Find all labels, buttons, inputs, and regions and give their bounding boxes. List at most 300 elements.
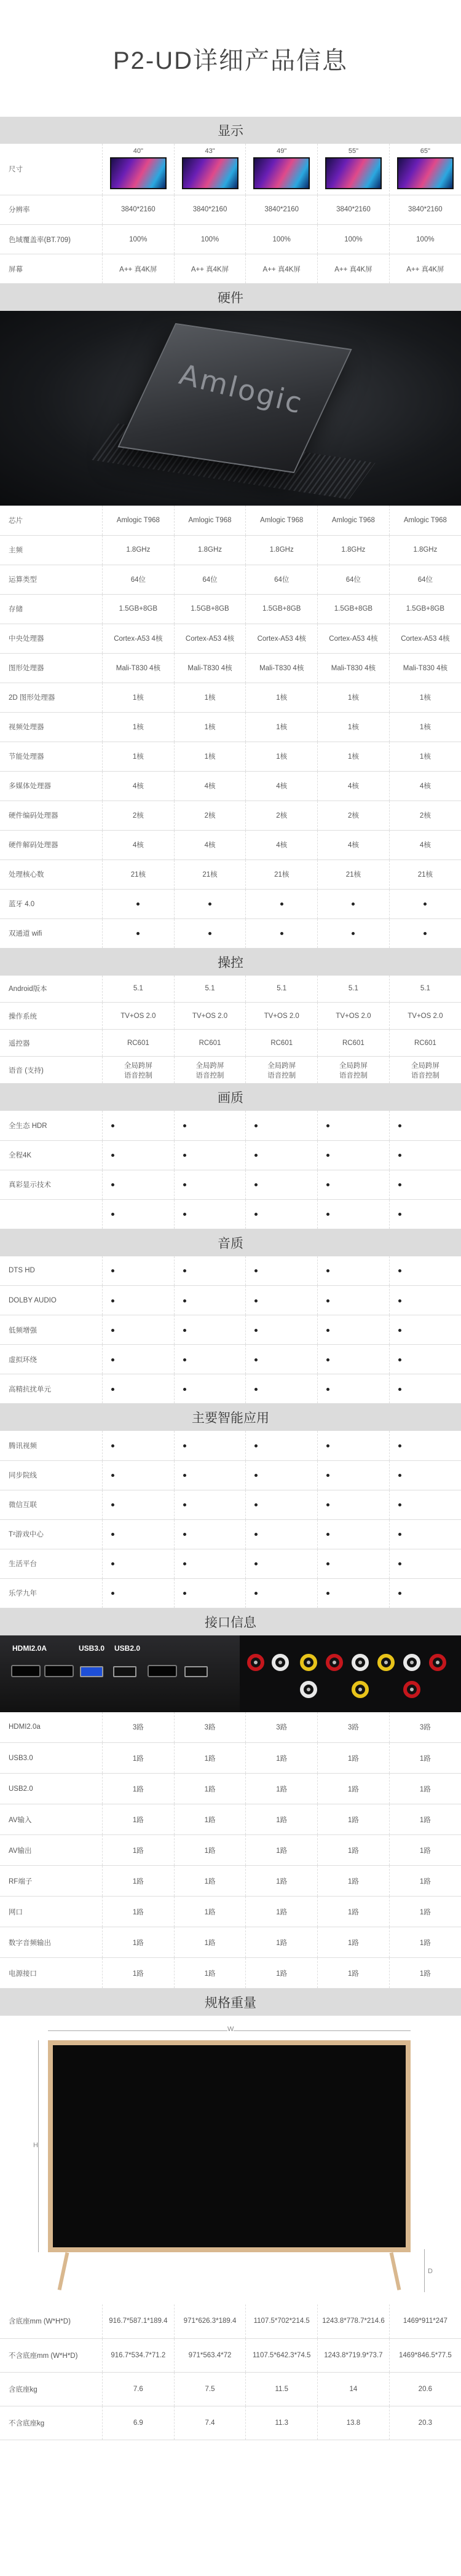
table-cell: 3路 (174, 1712, 246, 1743)
rca-yellow-icon (377, 1654, 395, 1671)
table-cell: Cortex-A53 4核 (246, 624, 318, 653)
row-label: 尺寸 (0, 144, 103, 195)
usb3-port-label: USB3.0 (79, 1643, 105, 1653)
dot-icon (326, 1213, 329, 1216)
row-label: Android版本 (0, 976, 103, 1003)
row-label: 双通道 wifi (0, 918, 103, 948)
row-label: 腾讯视频 (0, 1431, 103, 1460)
dot-icon (398, 1592, 401, 1595)
table-cell: 1469*911*247 (389, 2304, 461, 2338)
table-cell (103, 1431, 175, 1460)
table-cell: Cortex-A53 4核 (103, 624, 175, 653)
table-cell: 64位 (389, 565, 461, 594)
table-cell (174, 1170, 246, 1199)
ethernet-port-icon (184, 1666, 208, 1677)
rca-white-icon (352, 1654, 369, 1671)
dot-icon (398, 1269, 401, 1272)
table-cell: 1路 (103, 1835, 175, 1866)
table-cell (246, 889, 318, 918)
rca-red-icon (247, 1654, 264, 1671)
dot-icon (183, 1154, 186, 1157)
size-label: 43" (205, 147, 215, 155)
display-table (0, 144, 461, 195)
row-label: 含底座mm (W*H*D) (0, 2304, 103, 2338)
table-cell (174, 1519, 246, 1549)
table-cell: Cortex-A53 4核 (389, 624, 461, 653)
dot-icon (183, 1388, 186, 1391)
dot-icon (111, 1388, 114, 1391)
size-cell-43 (174, 144, 246, 195)
table-cell (174, 1199, 246, 1229)
table-cell: Amlogic T968 (389, 506, 461, 535)
dot-icon (111, 1269, 114, 1272)
table-cell (103, 1286, 175, 1315)
table-cell: 64位 (103, 565, 175, 594)
table-cell: 全局跨屏 语音控制 (103, 1057, 175, 1084)
table-cell: 100% (246, 225, 318, 254)
table-cell: Amlogic T968 (246, 506, 318, 535)
table-cell: 1核 (103, 742, 175, 771)
table-cell: 3840*2160 (389, 195, 461, 225)
table-cell: 100% (174, 225, 246, 254)
table-cell: 3路 (246, 1712, 318, 1743)
table-cell: 1路 (246, 1835, 318, 1866)
table-cell (103, 1345, 175, 1374)
table-cell (389, 1490, 461, 1519)
chip-image (0, 311, 461, 506)
table-cell: 全局跨屏 语音控制 (174, 1057, 246, 1084)
table-cell: 4核 (246, 830, 318, 859)
table-cell: 1路 (103, 1804, 175, 1835)
table-cell: Mali-T830 4核 (174, 653, 246, 683)
hardware-table (0, 506, 461, 949)
row-label: 运算类型 (0, 565, 103, 594)
table-cell: 1路 (246, 1897, 318, 1927)
table-cell: 1路 (174, 1774, 246, 1804)
dot-icon (326, 1444, 329, 1447)
hdmi-port-icon (148, 1665, 177, 1677)
table-cell: 3840*2160 (246, 195, 318, 225)
table-row (0, 1431, 461, 1460)
table-cell (246, 1578, 318, 1608)
row-label: 色域覆盖率(BT.709) (0, 225, 103, 254)
table-cell (389, 918, 461, 948)
table-row (0, 1170, 461, 1199)
dot-icon (111, 1533, 114, 1536)
table-cell: 1核 (103, 683, 175, 712)
table-cell: 4核 (174, 830, 246, 859)
table-cell: 2核 (318, 801, 390, 830)
row-label: 高精抗扰单元 (0, 1374, 103, 1404)
table-cell (318, 1490, 390, 1519)
size-cell-65 (389, 144, 461, 195)
table-cell: 3路 (389, 1712, 461, 1743)
table-row (0, 594, 461, 624)
table-cell (246, 1519, 318, 1549)
dot-icon (398, 1124, 401, 1127)
row-label: 同步院线 (0, 1460, 103, 1490)
table-row (0, 1057, 461, 1084)
row-label: 主频 (0, 535, 103, 565)
table-cell (246, 1345, 318, 1374)
table-row (0, 1774, 461, 1804)
table-cell: 21核 (389, 859, 461, 889)
row-label: 多媒体处理器 (0, 771, 103, 801)
table-cell (318, 918, 390, 948)
table-cell: 1路 (318, 1835, 390, 1866)
dot-icon (398, 1329, 401, 1332)
table-cell (246, 1374, 318, 1404)
dot-icon (398, 1299, 401, 1302)
size-label: 55" (348, 147, 358, 155)
table-cell: 11.5 (246, 2372, 318, 2406)
tv-front-drawing (48, 2040, 411, 2252)
table-cell: 100% (318, 225, 390, 254)
control-table (0, 976, 461, 1084)
table-cell: 2核 (174, 801, 246, 830)
section-header-ports: 接口信息 (0, 1608, 461, 1635)
table-cell (318, 1549, 390, 1578)
table-cell: 20.6 (389, 2372, 461, 2406)
table-cell (246, 1431, 318, 1460)
table-cell: 1核 (389, 742, 461, 771)
table-cell (389, 1256, 461, 1286)
rca-yellow-icon (300, 1654, 317, 1671)
table-cell: 14 (318, 2372, 390, 2406)
dot-icon (254, 1503, 258, 1506)
table-cell: 7.6 (103, 2372, 175, 2406)
chip-label: Amlogic (176, 357, 307, 421)
table-row (0, 830, 461, 859)
table-cell: 21核 (318, 859, 390, 889)
row-label: DTS HD (0, 1256, 103, 1286)
table-cell: 1469*846.5*77.5 (389, 2338, 461, 2372)
table-cell: 1路 (174, 1866, 246, 1897)
table-cell: 4核 (389, 771, 461, 801)
dot-icon (352, 932, 355, 935)
table-cell: 1路 (103, 1927, 175, 1958)
table-cell: 7.4 (174, 2406, 246, 2440)
table-cell: 1.5GB+8GB (103, 594, 175, 624)
dot-icon (398, 1533, 401, 1536)
table-row (0, 1927, 461, 1958)
row-label: 遥控器 (0, 1030, 103, 1057)
table-cell: 1路 (103, 1958, 175, 1989)
size-cell-49 (246, 144, 318, 195)
table-cell: 5.1 (389, 976, 461, 1003)
table-cell: RC601 (103, 1030, 175, 1057)
row-label: 生活平台 (0, 1549, 103, 1578)
dot-icon (136, 902, 140, 906)
dot-icon (254, 1183, 258, 1186)
table-cell: 1路 (389, 1835, 461, 1866)
rca-red-icon (403, 1681, 420, 1698)
table-cell: 1核 (174, 683, 246, 712)
depth-label: D (428, 2268, 433, 2275)
table-cell (103, 1549, 175, 1578)
dot-icon (326, 1533, 329, 1536)
table-row (0, 742, 461, 771)
dot-icon (111, 1154, 114, 1157)
row-label: 微信互联 (0, 1490, 103, 1519)
table-cell (246, 1111, 318, 1140)
table-cell: 971*563.4*72 (174, 2338, 246, 2372)
table-row (0, 1140, 461, 1170)
table-cell: 1路 (318, 1774, 390, 1804)
table-cell (174, 1374, 246, 1404)
table-cell (318, 1256, 390, 1286)
row-label: 芯片 (0, 506, 103, 535)
table-row (0, 1549, 461, 1578)
table-cell: 1路 (174, 1897, 246, 1927)
row-label: 图形处理器 (0, 653, 103, 683)
table-cell: 100% (389, 225, 461, 254)
table-row (0, 859, 461, 889)
table-row (0, 624, 461, 653)
dot-icon (111, 1592, 114, 1595)
dot-icon (111, 1358, 114, 1361)
table-cell (318, 1315, 390, 1345)
dot-icon (398, 1358, 401, 1361)
dot-icon (254, 1154, 258, 1157)
dot-icon (254, 1444, 258, 1447)
table-cell (318, 1286, 390, 1315)
table-row (0, 771, 461, 801)
row-label: 虚拟环绕 (0, 1345, 103, 1374)
table-row (0, 1374, 461, 1404)
dot-icon (183, 1124, 186, 1127)
table-row (0, 2372, 461, 2406)
table-cell: 1路 (103, 1774, 175, 1804)
dot-icon (326, 1388, 329, 1391)
table-row (0, 506, 461, 535)
table-cell (389, 1549, 461, 1578)
table-cell: 20.3 (389, 2406, 461, 2440)
row-label: 不含底座kg (0, 2406, 103, 2440)
dot-icon (280, 902, 283, 906)
dimension-diagram (0, 2016, 461, 2304)
row-label: 2D 图形处理器 (0, 683, 103, 712)
dot-icon (183, 1329, 186, 1332)
dot-icon (326, 1358, 329, 1361)
table-cell: 1核 (174, 712, 246, 742)
table-cell: 6.9 (103, 2406, 175, 2440)
table-row (0, 1897, 461, 1927)
rca-white-icon (300, 1681, 317, 1698)
table-cell (174, 1460, 246, 1490)
dot-icon (183, 1213, 186, 1216)
page-title: P2-UD详细产品信息 (112, 47, 349, 74)
tv-thumbnail (110, 157, 167, 189)
dot-icon (254, 1474, 258, 1477)
table-cell (103, 1199, 175, 1229)
row-label: 节能处理器 (0, 742, 103, 771)
table-cell: 1.5GB+8GB (246, 594, 318, 624)
table-cell: 1107.5*642.3*74.5 (246, 2338, 318, 2372)
dot-icon (398, 1474, 401, 1477)
dot-icon (326, 1503, 329, 1506)
dot-icon (183, 1299, 186, 1302)
table-cell: 1路 (318, 1958, 390, 1989)
table-cell (246, 1140, 318, 1170)
row-label: USB2.0 (0, 1774, 103, 1804)
table-cell: 1243.8*778.7*214.6 (318, 2304, 390, 2338)
dot-icon (254, 1329, 258, 1332)
row-label: 硬件解码处理器 (0, 830, 103, 859)
display-table-rows (0, 195, 461, 284)
row-label: 含底座kg (0, 2372, 103, 2406)
tv-thumbnail (253, 157, 310, 189)
dot-icon (352, 902, 355, 906)
dot-icon (398, 1183, 401, 1186)
dot-icon (398, 1213, 401, 1216)
table-row (0, 2304, 461, 2338)
row-label: HDMI2.0a (0, 1712, 103, 1743)
size-weight-table (0, 2304, 461, 2440)
table-cell: A++ 真4K屏 (103, 254, 175, 284)
tv-thumbnail (397, 157, 454, 189)
table-cell: 1核 (318, 712, 390, 742)
table-cell: 1路 (389, 1774, 461, 1804)
table-cell: 1核 (103, 712, 175, 742)
section-header-size-weight: 规格重量 (0, 1989, 461, 2016)
table-cell: 1路 (246, 1774, 318, 1804)
row-label: 操作系统 (0, 1003, 103, 1030)
table-cell: 1核 (174, 742, 246, 771)
table-cell (318, 1170, 390, 1199)
table-cell: 1路 (174, 1958, 246, 1989)
table-cell: RC601 (389, 1030, 461, 1057)
table-row (0, 653, 461, 683)
dot-icon (183, 1474, 186, 1477)
row-label: 低频增强 (0, 1315, 103, 1345)
table-cell: Mali-T830 4核 (389, 653, 461, 683)
dot-icon (111, 1213, 114, 1216)
table-row (0, 1743, 461, 1774)
table-row (0, 1460, 461, 1490)
table-cell (103, 1111, 175, 1140)
table-cell: 1路 (389, 1927, 461, 1958)
table-row (0, 1712, 461, 1743)
table-cell: 1路 (318, 1897, 390, 1927)
table-cell (318, 1140, 390, 1170)
table-cell: A++ 真4K屏 (389, 254, 461, 284)
table-cell (318, 1460, 390, 1490)
table-cell (174, 1256, 246, 1286)
table-cell: 64位 (174, 565, 246, 594)
table-cell: 916.7*534.7*71.2 (103, 2338, 175, 2372)
table-cell (174, 1140, 246, 1170)
row-label: 乐学九年 (0, 1578, 103, 1608)
table-cell (318, 889, 390, 918)
table-cell: 1核 (246, 683, 318, 712)
dot-icon (208, 902, 211, 906)
table-cell (174, 918, 246, 948)
ports-image (0, 1635, 461, 1712)
tv-leg-left (58, 2252, 69, 2290)
row-label: 视频处理器 (0, 712, 103, 742)
table-cell: 4核 (174, 771, 246, 801)
dot-icon (183, 1358, 186, 1361)
table-cell (103, 1578, 175, 1608)
table-cell: 5.1 (318, 976, 390, 1003)
table-cell (174, 1549, 246, 1578)
table-cell: 3840*2160 (318, 195, 390, 225)
table-cell (174, 1490, 246, 1519)
table-row (0, 1958, 461, 1989)
row-label: DOLBY AUDIO (0, 1286, 103, 1315)
section-header-quality: 画质 (0, 1084, 461, 1111)
table-cell: TV+OS 2.0 (174, 1003, 246, 1030)
table-cell: 916.7*587.1*189.4 (103, 2304, 175, 2338)
table-cell: 971*626.3*189.4 (174, 2304, 246, 2338)
row-label (0, 1199, 103, 1229)
table-cell (246, 1549, 318, 1578)
dot-icon (111, 1474, 114, 1477)
table-cell: 3路 (318, 1712, 390, 1743)
table-cell (246, 1490, 318, 1519)
table-row (0, 1003, 461, 1030)
table-cell: TV+OS 2.0 (318, 1003, 390, 1030)
table-cell: 3840*2160 (103, 195, 175, 225)
table-cell: 1路 (246, 1743, 318, 1774)
tv-leg-right (390, 2252, 401, 2290)
dot-icon (280, 932, 283, 935)
row-label: 语音 (支持) (0, 1057, 103, 1084)
table-cell (246, 1256, 318, 1286)
table-cell: RC601 (174, 1030, 246, 1057)
table-cell: 1核 (389, 712, 461, 742)
table-cell (389, 1111, 461, 1140)
hdmi-port-label: HDMI2.0A (12, 1643, 47, 1653)
table-row (0, 1286, 461, 1315)
table-cell (318, 1374, 390, 1404)
section-header-apps: 主要智能应用 (0, 1404, 461, 1431)
dot-icon (254, 1388, 258, 1391)
table-cell: 1路 (103, 1866, 175, 1897)
dot-icon (326, 1299, 329, 1302)
usb2-port-icon (113, 1666, 136, 1677)
table-cell (318, 1519, 390, 1549)
section-header-display: 显示 (0, 117, 461, 144)
row-label: RF端子 (0, 1866, 103, 1897)
table-cell: 2核 (103, 801, 175, 830)
dot-icon (183, 1444, 186, 1447)
table-cell (246, 1460, 318, 1490)
dot-icon (424, 902, 427, 906)
row-label: 全程4K (0, 1140, 103, 1170)
dot-icon (183, 1533, 186, 1536)
dot-icon (254, 1299, 258, 1302)
dot-icon (254, 1213, 258, 1216)
dot-icon (183, 1269, 186, 1272)
table-cell: RC601 (246, 1030, 318, 1057)
table-cell: 2核 (389, 801, 461, 830)
table-cell: TV+OS 2.0 (246, 1003, 318, 1030)
dot-icon (254, 1592, 258, 1595)
table-row (0, 976, 461, 1003)
table-cell: 全局跨屏 语音控制 (246, 1057, 318, 1084)
row-label: 处理核心数 (0, 859, 103, 889)
table-cell: 1.5GB+8GB (174, 594, 246, 624)
table-cell (174, 889, 246, 918)
table-row (0, 1519, 461, 1549)
table-row (0, 2406, 461, 2440)
table-cell: 1243.8*719.9*73.7 (318, 2338, 390, 2372)
hdmi-port-icon (11, 1665, 41, 1677)
table-cell (389, 1170, 461, 1199)
table-row (0, 1030, 461, 1057)
